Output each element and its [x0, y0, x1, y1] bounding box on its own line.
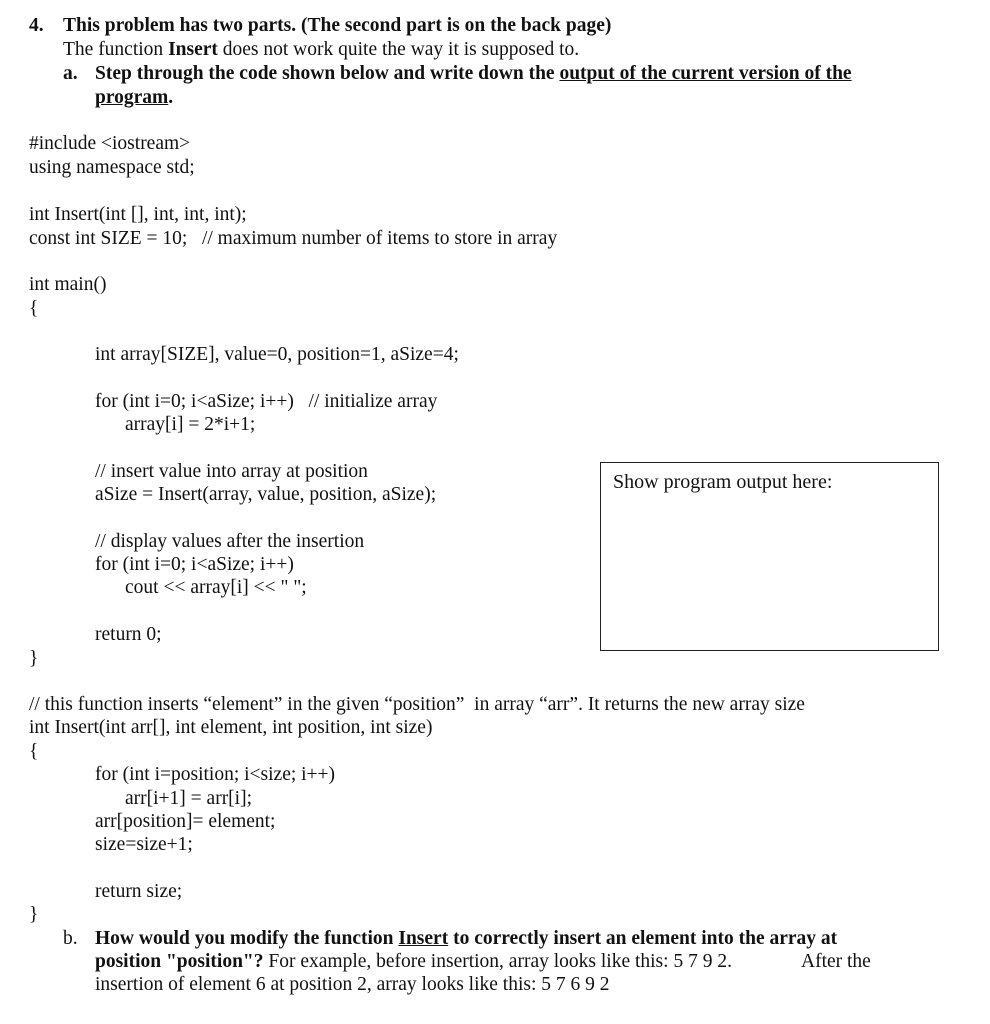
code-display-loop: for (int i=0; i<aSize; i++): [95, 554, 294, 575]
part-b-text-pre: How would you modify the function: [95, 928, 399, 949]
code-prototype: int Insert(int [], int, int, int);: [29, 204, 247, 225]
code-include: #include <iostream>: [29, 133, 191, 154]
intro-function-name: Insert: [168, 39, 218, 60]
part-a-label: a.: [63, 63, 78, 84]
code-main-return: return 0;: [95, 624, 162, 645]
part-b-line-3: insertion of element 6 at position 2, array looks like this: 5 7 6 9 2: [95, 974, 610, 995]
code-display-comment: // display values after the insertion: [95, 531, 365, 552]
part-a-underlined-1: output of the current version of the: [559, 63, 852, 84]
program-output-box[interactable]: [600, 462, 939, 651]
code-init-loop: for (int i=0; i<aSize; i++) // initialize array: [95, 391, 438, 412]
part-a-line-2: [95, 86, 173, 109]
code-namespace: using namespace std;: [29, 157, 195, 178]
part-b-function-name: Insert: [398, 928, 449, 949]
code-main-open-brace: {: [29, 298, 39, 319]
code-insert-comment: // insert value into array at position: [95, 461, 368, 482]
code-shift-body: arr[i+1] = arr[i];: [125, 788, 253, 809]
intro-text-post: does not work quite the way it is supposed to.: [217, 39, 580, 60]
part-b-line-1: [95, 927, 837, 950]
code-shift-loop: for (int i=position; i<size; i++): [95, 764, 336, 785]
code-insert-open-brace: {: [29, 741, 39, 762]
code-declarations: int array[SIZE], value=0, position=1, aSize=4;: [95, 344, 459, 365]
code-insert-doc-comment: // this function inserts “element” in the given “position” in array “arr”. It returns the new array size: [29, 694, 805, 715]
code-increment-size: size=size+1;: [95, 834, 193, 855]
code-const-size: const int SIZE = 10; // maximum number of items to store in array: [29, 228, 558, 249]
part-a-line-1: [95, 62, 852, 85]
question-number: 4.: [29, 15, 44, 36]
part-b-label: b.: [63, 928, 78, 949]
code-main-close-brace: }: [29, 648, 39, 669]
code-insert-close-brace: }: [29, 904, 39, 925]
part-b-line-2: [95, 950, 732, 973]
question-intro: [63, 38, 579, 61]
part-a-end: .: [168, 87, 174, 108]
program-output-label: Show program output here:: [613, 471, 833, 493]
part-a-underlined-2: program: [95, 87, 169, 108]
code-display-body: cout << array[i] << " ";: [125, 577, 307, 598]
part-b-position-phrase: position "position"?: [95, 951, 264, 972]
code-assign-element: arr[position]= element;: [95, 811, 276, 832]
part-b-text-post: to correctly insert an element into the array at: [448, 928, 838, 949]
code-init-body: array[i] = 2*i+1;: [125, 414, 256, 435]
code-main-signature: int main(): [29, 274, 107, 295]
code-insert-call: aSize = Insert(array, value, position, aSize);: [95, 484, 437, 505]
question-heading: This problem has two parts. (The second part is on the back page): [63, 15, 612, 36]
part-b-example-before: For example, before insertion, array looks like this: 5 7 9 2.: [263, 951, 732, 972]
part-a-text: Step through the code shown below and write down the: [95, 63, 560, 84]
code-insert-signature: int Insert(int arr[], int element, int position, int size): [29, 717, 433, 738]
code-insert-return: return size;: [95, 881, 183, 902]
intro-text-pre: The function: [63, 39, 169, 60]
part-b-after-the: After the: [801, 951, 871, 972]
